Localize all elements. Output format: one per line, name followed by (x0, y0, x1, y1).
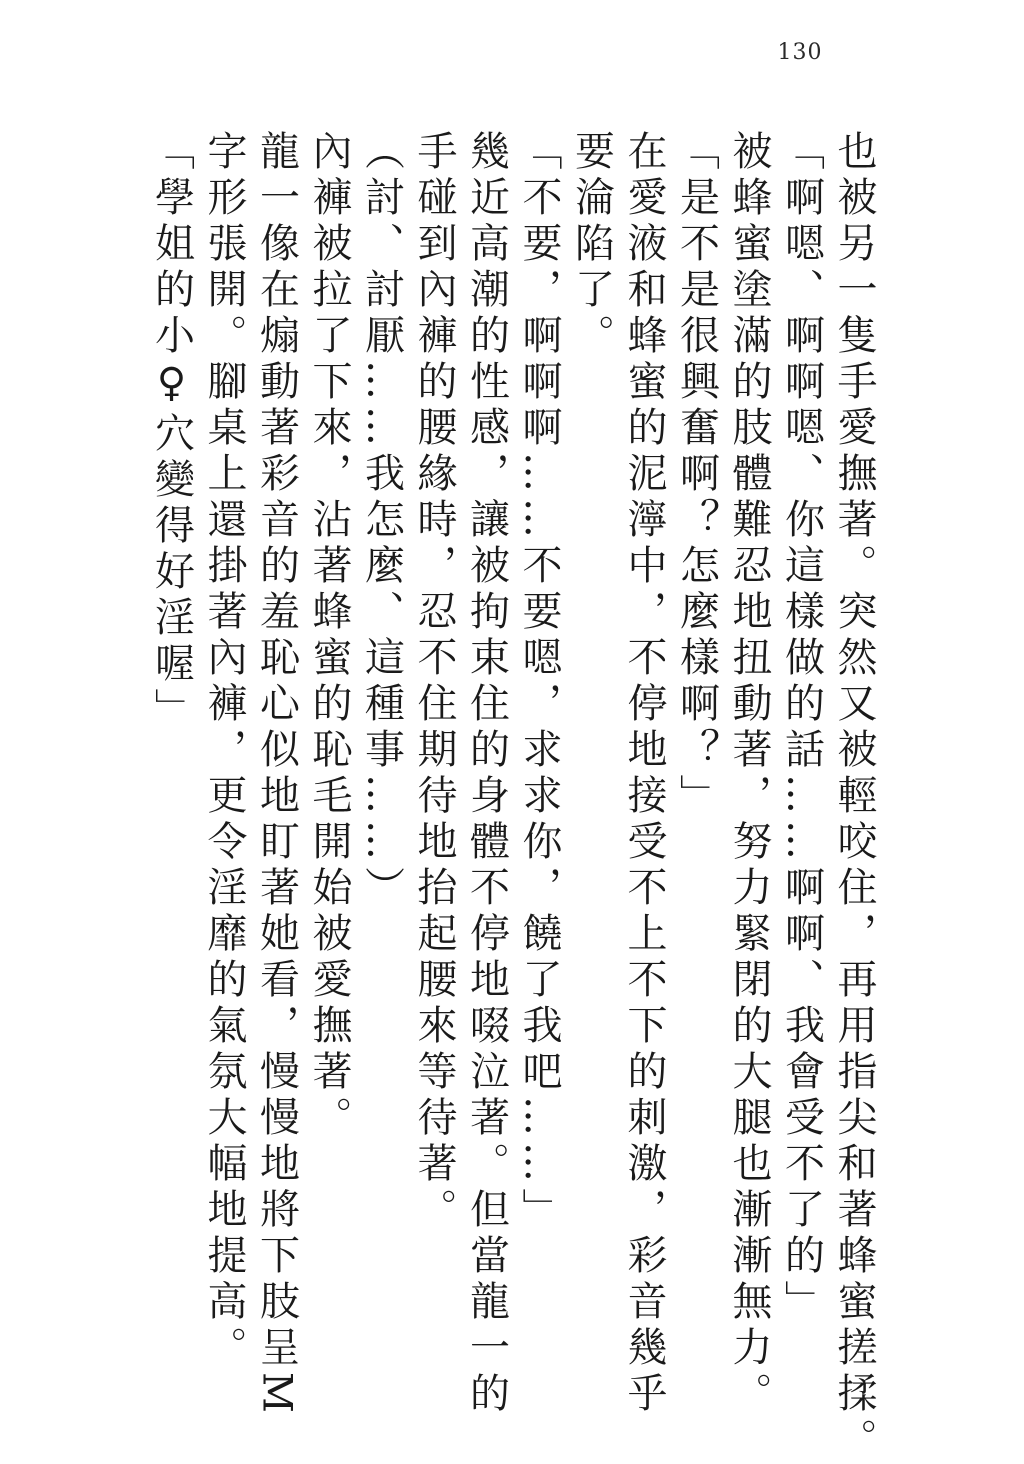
paragraph-14: 「學姐的小♀穴變得好淫喔」 (148, 130, 195, 734)
paragraph-8: 幾近高潮的性感，讓被拘束住的身體不停地啜泣著。但當龍一的 (463, 130, 510, 1418)
paragraph-1: 也被另一隻手愛撫著。突然又被輕咬住，再用指尖和著蜂蜜搓揉。 (831, 130, 877, 1464)
paragraph-11: 內褲被拉了下來，沾著蜂蜜的恥毛開始被愛撫著。 (306, 130, 352, 1142)
page-number: 130 (777, 40, 823, 65)
paragraph-7: 「不要，啊啊啊……不要嗯，求求你，饒了我吧……」 (516, 130, 562, 1234)
paragraph-9: 手碰到內褲的腰緣時，忍不住期待地抬起腰來等待著。 (411, 130, 457, 1234)
paragraph-5: 在愛液和蜂蜜的泥濘中，不停地接受不上不下的刺激，彩音幾乎 (621, 130, 667, 1418)
body-text (140, 130, 880, 1464)
paragraph-6: 要淪陷了。 (568, 130, 615, 360)
paragraph-4: 「是不是很興奮啊？怎麼樣啊？」 (673, 130, 720, 820)
paragraph-2: 「啊嗯、啊啊嗯、你這樣做的話……啊啊、我會受不了的」 (778, 130, 825, 1326)
paragraph-13: 字形張開。腳桌上還掛著內褲，更令淫靡的氣氛大幅地提高。 (201, 130, 247, 1372)
paragraph-12: 龍一像在煽動著彩音的羞恥心似地盯著她看，慢慢地將下肢呈M (253, 130, 300, 1419)
paragraph-3: 被蜂蜜塗滿的肢體難忍地扭動著，努力緊閉的大腿也漸漸無力。 (726, 130, 772, 1418)
paragraph-10: （討、討厭……我怎麼、這種事……） (358, 130, 405, 912)
